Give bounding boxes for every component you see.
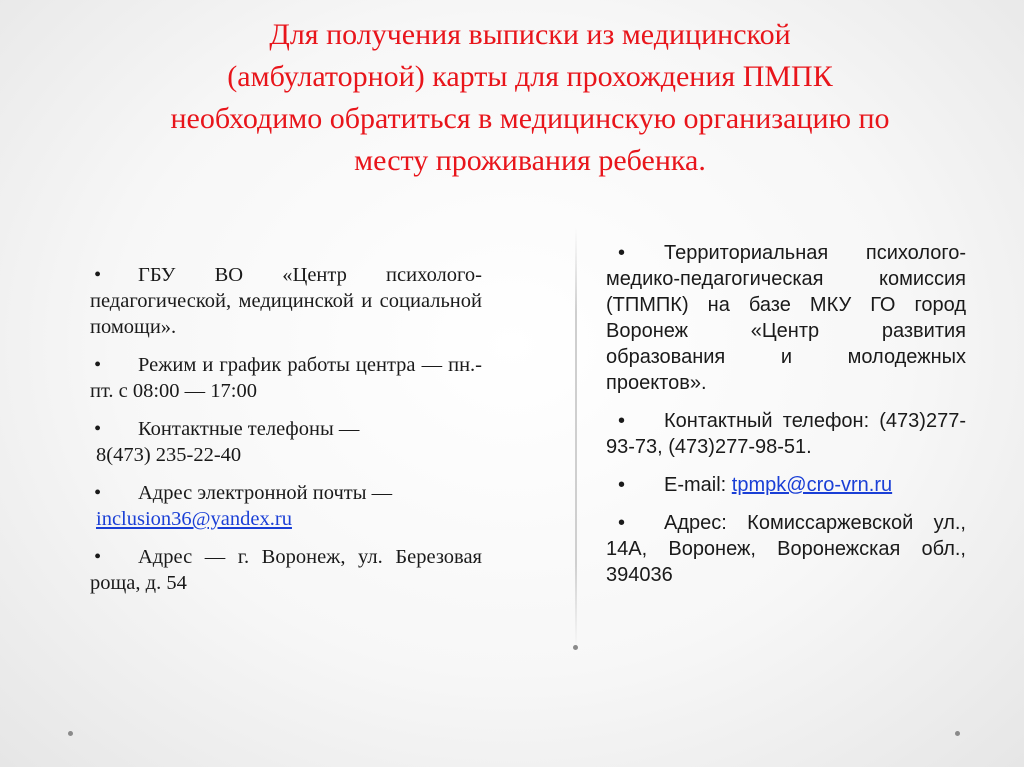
bullet-icon: • (618, 410, 626, 432)
title-line-2: (амбулаторной) карты для прохождения ПМПК (227, 60, 833, 93)
left-column (90, 262, 482, 608)
email-link[interactable]: inclusion36@yandex.ru (96, 508, 292, 530)
title-line-3: необходимо обратиться в медицинскую организацию по (170, 102, 890, 135)
bullet-icon: • (618, 474, 626, 496)
work-schedule: Режим и график работы центра — пн.-пт. с 08:00 — 17:00 (90, 354, 482, 402)
list-item (90, 352, 482, 404)
bullet-icon: • (94, 418, 102, 440)
page-title (100, 14, 960, 182)
list-item (606, 408, 966, 460)
decorative-dot (573, 645, 578, 650)
bullet-icon: • (94, 264, 102, 286)
decorative-dot (68, 731, 73, 736)
title-line-4: месту проживания ребенка. (354, 144, 706, 177)
email-label: E-mail: (664, 474, 727, 496)
phones-label: Контактные телефоны — (138, 418, 360, 440)
address: Адрес: Комиссаржевской ул., 14А, Воронеж, Воронежская обл., 394036 (606, 512, 966, 586)
bullet-icon: • (94, 354, 102, 376)
email-label: Адрес электронной почты — (138, 482, 393, 504)
phone-number: 8(473) 235-22-40 (96, 444, 242, 466)
list-item (90, 262, 482, 340)
list-item (606, 240, 966, 396)
contact-phone: Контактный телефон: (473)277-93-73, (473)277-98-51. (606, 410, 966, 458)
bullet-icon: • (618, 242, 626, 264)
commission-name: Территориальная психолого-медико-педагогическая комиссия (ТПМПК) на базе МКУ ГО город Воронеж «Центр развития образования и молодежных проектов». (606, 242, 966, 394)
bullet-icon: • (94, 482, 102, 504)
right-column (606, 240, 966, 600)
column-divider (575, 228, 577, 648)
list-item (90, 480, 482, 532)
title-line-1: Для получения выписки из медицинской (269, 18, 791, 51)
email-link[interactable]: tpmpk@cro-vrn.ru (731, 474, 893, 496)
org-name: ГБУ ВО «Центр психолого-педагогической, медицинской и социальной помощи». (90, 264, 482, 338)
list-item (90, 544, 482, 596)
decorative-dot (955, 731, 960, 736)
address: Адрес — г. Воронеж, ул. Березовая роща, д. 54 (90, 546, 482, 594)
bullet-icon: • (94, 546, 102, 568)
list-item (90, 416, 482, 468)
list-item (606, 510, 966, 588)
list-item (606, 472, 966, 498)
bullet-icon: • (618, 512, 626, 534)
